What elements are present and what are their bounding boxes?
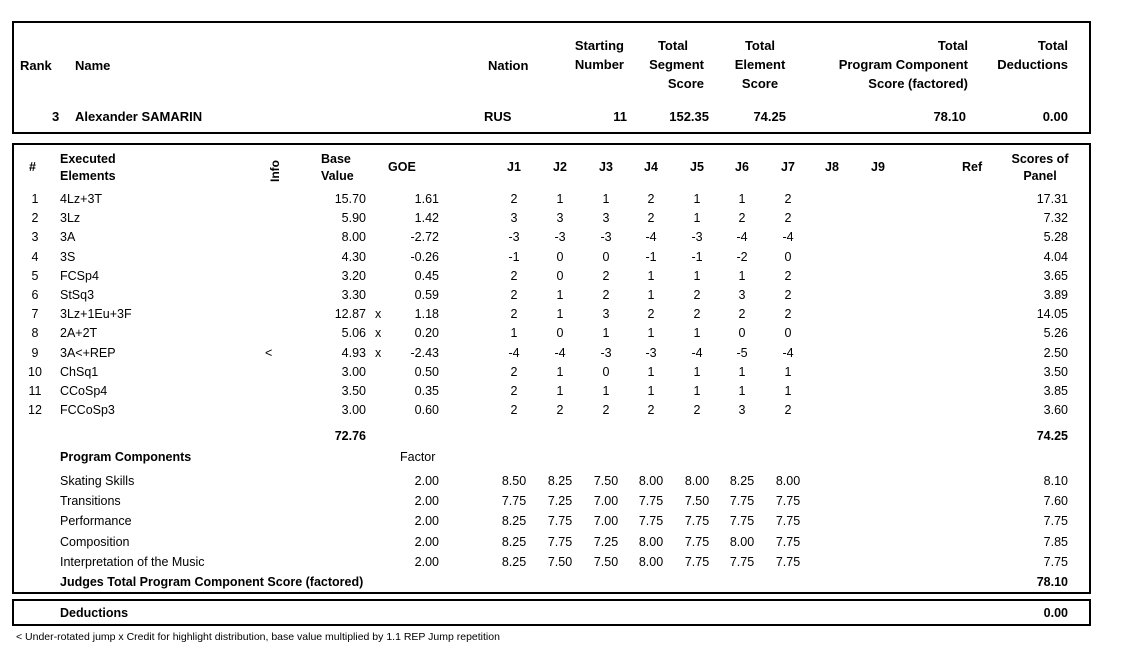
judge-score: 2 xyxy=(784,192,792,206)
base-value-total: 72.76 xyxy=(334,429,366,443)
judge-score: -4 xyxy=(691,346,703,360)
judge-component-score: 8.25 xyxy=(501,514,527,528)
judge-component-score: 7.75 xyxy=(775,555,801,569)
skater-rank: 3 xyxy=(52,109,60,124)
component-factor: 2.00 xyxy=(414,474,439,488)
element-name: 3S xyxy=(60,250,76,264)
name-header: Name xyxy=(75,58,111,73)
row-number: 9 xyxy=(31,346,39,360)
row-number: 2 xyxy=(31,211,39,225)
element-name: 4Lz+3T xyxy=(60,192,103,206)
judge-component-score: 7.75 xyxy=(684,555,710,569)
goe-value: 1.61 xyxy=(414,192,439,206)
judge-header-j4: J4 xyxy=(644,160,658,174)
element-info: < xyxy=(265,346,273,360)
panel-score: 3.50 xyxy=(1043,365,1068,379)
judge-component-score: 7.75 xyxy=(684,514,710,528)
judge-score: 0 xyxy=(602,250,610,264)
rank-header: Rank xyxy=(20,58,52,73)
judge-header-j3: J3 xyxy=(599,160,613,174)
pcs-total-label: Judges Total Program Component Score (factored) xyxy=(60,575,364,589)
judge-score: 1 xyxy=(693,365,701,379)
judge-component-score: 7.75 xyxy=(775,494,801,508)
goe-value: 0.60 xyxy=(414,403,439,417)
judge-score: 1 xyxy=(602,192,610,206)
panel-score: 4.04 xyxy=(1043,250,1068,264)
judge-score: 1 xyxy=(693,192,701,206)
judge-score: -2 xyxy=(736,250,748,264)
judge-score: 2 xyxy=(784,211,792,225)
judge-component-score: 7.75 xyxy=(547,514,573,528)
judge-header-j2: J2 xyxy=(553,160,567,174)
row-number: 5 xyxy=(31,269,39,283)
judge-score: 1 xyxy=(693,384,701,398)
judge-header-j1: J1 xyxy=(507,160,521,174)
base-value: 5.90 xyxy=(341,211,366,225)
judge-score: 2 xyxy=(693,307,701,321)
judge-score: -4 xyxy=(554,346,566,360)
judge-component-score: 8.00 xyxy=(775,474,801,488)
judge-component-score: 7.75 xyxy=(684,535,710,549)
col-panel-header: Scores of Panel xyxy=(1011,152,1069,183)
skater-total-pcs: 78.10 xyxy=(933,109,966,124)
nation-header: Nation xyxy=(488,58,529,73)
judge-score: -3 xyxy=(645,346,657,360)
deductions-box xyxy=(12,599,1091,626)
element-name: 3Lz xyxy=(60,211,81,225)
judge-score: 2 xyxy=(510,288,518,302)
judge-score: 2 xyxy=(784,288,792,302)
judge-component-score: 7.00 xyxy=(593,514,619,528)
judge-score: 0 xyxy=(784,250,792,264)
judge-score: 2 xyxy=(556,403,564,417)
row-number: 4 xyxy=(31,250,39,264)
highlight-bonus-mark: x xyxy=(375,326,382,340)
judge-header-j8: J8 xyxy=(825,160,839,174)
judge-score: 1 xyxy=(556,365,564,379)
component-factor: 2.00 xyxy=(414,555,439,569)
judge-score: -4 xyxy=(736,230,748,244)
judge-score: 0 xyxy=(784,326,792,340)
judge-score: 3 xyxy=(602,307,610,321)
panel-score: 3.85 xyxy=(1043,384,1068,398)
judge-component-score: 8.00 xyxy=(729,535,755,549)
row-number: 7 xyxy=(31,307,39,321)
judge-score: 3 xyxy=(738,403,746,417)
judge-component-score: 7.75 xyxy=(547,535,573,549)
judge-component-score: 7.50 xyxy=(593,474,619,488)
row-number: 8 xyxy=(31,326,39,340)
component-name: Skating Skills xyxy=(60,474,135,488)
judge-component-score: 7.50 xyxy=(547,555,573,569)
row-number: 11 xyxy=(28,384,42,398)
base-value: 4.30 xyxy=(341,250,366,264)
col-goe-header: GOE xyxy=(388,160,416,174)
judge-score: -3 xyxy=(554,230,566,244)
judge-score: -3 xyxy=(600,346,612,360)
component-factor: 2.00 xyxy=(414,514,439,528)
panel-score: 17.31 xyxy=(1036,192,1068,206)
panel-score: 3.89 xyxy=(1043,288,1068,302)
judge-score: 1 xyxy=(602,384,610,398)
goe-value: 0.45 xyxy=(414,269,439,283)
element-name: CCoSp4 xyxy=(60,384,108,398)
judge-component-score: 7.50 xyxy=(593,555,619,569)
component-name: Performance xyxy=(60,514,132,528)
col-info-header: Info xyxy=(268,160,282,182)
judge-score: 1 xyxy=(647,326,655,340)
judge-component-score: 7.75 xyxy=(729,514,755,528)
judge-score: 1 xyxy=(784,384,792,398)
judge-score: -4 xyxy=(508,346,520,360)
component-panel-score: 7.60 xyxy=(1043,494,1068,508)
skater-total-segment-score: 152.35 xyxy=(669,109,709,124)
judge-score: 0 xyxy=(602,365,610,379)
judge-score: 2 xyxy=(647,192,655,206)
judge-score: 2 xyxy=(602,403,610,417)
goe-value: 0.59 xyxy=(414,288,439,302)
judge-score: 0 xyxy=(556,250,564,264)
judge-score: -4 xyxy=(782,346,794,360)
judge-component-score: 8.25 xyxy=(547,474,573,488)
judge-score: 1 xyxy=(693,269,701,283)
panel-score: 5.26 xyxy=(1043,326,1068,340)
program-components-title: Program Components xyxy=(60,450,192,464)
judge-score: 2 xyxy=(784,269,792,283)
element-name: FCCoSp3 xyxy=(60,403,115,417)
row-number: 6 xyxy=(31,288,39,302)
judge-score: 1 xyxy=(556,288,564,302)
goe-value: -2.72 xyxy=(410,230,439,244)
judge-score: 2 xyxy=(647,403,655,417)
panel-score: 3.65 xyxy=(1043,269,1068,283)
judge-score: 0 xyxy=(556,269,564,283)
judge-score: -3 xyxy=(691,230,703,244)
highlight-bonus-mark: x xyxy=(375,307,382,321)
judge-component-score: 8.00 xyxy=(638,535,664,549)
element-name: ChSq1 xyxy=(60,365,99,379)
goe-value: 0.20 xyxy=(414,326,439,340)
judge-component-score: 7.75 xyxy=(729,555,755,569)
judge-score: 0 xyxy=(738,326,746,340)
judge-score: -3 xyxy=(508,230,520,244)
component-panel-score: 7.85 xyxy=(1043,535,1068,549)
judge-score: 1 xyxy=(556,307,564,321)
skater-name: Alexander SAMARIN xyxy=(75,109,203,124)
deductions-label: Deductions xyxy=(60,606,129,620)
legend-note: < Under-rotated jump x Credit for highlight distribution, base value multiplied by 1.1 REP Jump repetition xyxy=(16,631,500,643)
judge-score: 1 xyxy=(738,192,746,206)
component-factor: 2.00 xyxy=(414,535,439,549)
col-executed-header: Executed Elements xyxy=(60,152,116,183)
base-value: 3.20 xyxy=(341,269,366,283)
judge-component-score: 8.25 xyxy=(729,474,755,488)
judge-score: 1 xyxy=(556,192,564,206)
goe-value: 1.18 xyxy=(414,307,439,321)
judge-score: 2 xyxy=(784,403,792,417)
deductions-value: 0.00 xyxy=(1043,606,1068,620)
row-number: 10 xyxy=(28,365,42,379)
panel-score: 14.05 xyxy=(1036,307,1068,321)
judge-score: -4 xyxy=(645,230,657,244)
judge-score: -1 xyxy=(691,250,703,264)
judge-score: 3 xyxy=(602,211,610,225)
skater-total-element-score: 74.25 xyxy=(753,109,786,124)
judge-score: 2 xyxy=(510,192,518,206)
judge-score: 1 xyxy=(784,365,792,379)
judge-score: 1 xyxy=(556,384,564,398)
judge-component-score: 7.00 xyxy=(593,494,619,508)
judge-score: 1 xyxy=(647,365,655,379)
judge-score: 2 xyxy=(510,365,518,379)
row-number: 3 xyxy=(31,230,39,244)
total-pcs-header: Total Program Component Score (factored) xyxy=(838,38,968,91)
base-value: 3.00 xyxy=(341,403,366,417)
judge-component-score: 7.75 xyxy=(729,494,755,508)
judge-score: 2 xyxy=(510,269,518,283)
judge-score: -1 xyxy=(645,250,657,264)
judge-score: 2 xyxy=(738,307,746,321)
component-panel-score: 8.10 xyxy=(1043,474,1068,488)
judge-score: 3 xyxy=(556,211,564,225)
judge-score: 1 xyxy=(510,326,518,340)
panel-score: 5.28 xyxy=(1043,230,1068,244)
judge-component-score: 8.00 xyxy=(638,555,664,569)
judge-score: 1 xyxy=(738,365,746,379)
judge-score: 2 xyxy=(693,403,701,417)
total-segment-header: Total Segment Score xyxy=(649,38,704,91)
judge-component-score: 7.75 xyxy=(501,494,527,508)
base-value: 3.30 xyxy=(341,288,366,302)
row-number: 12 xyxy=(28,403,42,417)
judge-score: 2 xyxy=(647,307,655,321)
col-ref-header: Ref xyxy=(962,160,983,174)
judge-component-score: 7.75 xyxy=(638,494,664,508)
row-number: 1 xyxy=(31,192,39,206)
highlight-bonus-mark: x xyxy=(375,346,382,360)
judge-component-score: 8.25 xyxy=(501,535,527,549)
judge-score: -4 xyxy=(782,230,794,244)
judge-header-j6: J6 xyxy=(735,160,749,174)
judge-header-j9: J9 xyxy=(871,160,885,174)
goe-value: 0.35 xyxy=(414,384,439,398)
judge-header-j5: J5 xyxy=(690,160,704,174)
pcs-total-value: 78.10 xyxy=(1036,575,1068,589)
judge-score: 2 xyxy=(647,211,655,225)
judge-score: 2 xyxy=(602,269,610,283)
judge-score: 2 xyxy=(510,403,518,417)
goe-value: 1.42 xyxy=(414,211,439,225)
skater-nation: RUS xyxy=(484,109,512,124)
goe-value: -0.26 xyxy=(410,250,439,264)
judge-score: 1 xyxy=(602,326,610,340)
judge-header-j7: J7 xyxy=(781,160,795,174)
judge-score: 2 xyxy=(510,307,518,321)
judge-score: 3 xyxy=(738,288,746,302)
judge-score: 2 xyxy=(738,211,746,225)
judge-score: 1 xyxy=(738,269,746,283)
judge-score: 2 xyxy=(784,307,792,321)
judge-score: 3 xyxy=(510,211,518,225)
judge-component-score: 7.25 xyxy=(547,494,573,508)
judge-component-score: 8.00 xyxy=(638,474,664,488)
judge-component-score: 8.25 xyxy=(501,555,527,569)
judge-score: -3 xyxy=(600,230,612,244)
base-value: 4.93 xyxy=(341,346,366,360)
judge-score: 2 xyxy=(510,384,518,398)
base-value: 8.00 xyxy=(341,230,366,244)
judge-score: 1 xyxy=(647,288,655,302)
element-name: 2A+2T xyxy=(60,326,98,340)
panel-element-total: 74.25 xyxy=(1036,429,1068,443)
component-panel-score: 7.75 xyxy=(1043,514,1068,528)
skater-total-deductions: 0.00 xyxy=(1042,109,1068,124)
total-element-header: Total Element Score xyxy=(734,38,786,91)
judge-score: 1 xyxy=(647,384,655,398)
judge-component-score: 7.25 xyxy=(593,535,619,549)
component-name: Transitions xyxy=(60,494,121,508)
judge-score: -1 xyxy=(508,250,520,264)
base-value: 3.00 xyxy=(341,365,366,379)
base-value: 3.50 xyxy=(341,384,366,398)
panel-score: 3.60 xyxy=(1043,403,1068,417)
element-name: 3Lz+1Eu+3F xyxy=(60,307,132,321)
judge-component-score: 7.50 xyxy=(684,494,710,508)
panel-score: 2.50 xyxy=(1043,346,1068,360)
judge-score: 1 xyxy=(693,326,701,340)
panel-score: 7.32 xyxy=(1043,211,1068,225)
starting-number-header: Starting Number xyxy=(574,38,624,72)
judge-score: 2 xyxy=(602,288,610,302)
element-name: StSq3 xyxy=(60,288,95,302)
component-factor: 2.00 xyxy=(414,494,439,508)
judge-component-score: 8.50 xyxy=(501,474,527,488)
base-value: 5.06 xyxy=(341,326,366,340)
judge-score: 1 xyxy=(693,211,701,225)
component-panel-score: 7.75 xyxy=(1043,555,1068,569)
judge-score: -5 xyxy=(736,346,748,360)
goe-value: -2.43 xyxy=(410,346,439,360)
judge-score: 1 xyxy=(738,384,746,398)
judge-component-score: 8.00 xyxy=(684,474,710,488)
judge-score: 1 xyxy=(647,269,655,283)
element-name: FCSp4 xyxy=(60,269,99,283)
skater-starting-number: 11 xyxy=(613,109,627,124)
element-name: 3A<+REP xyxy=(60,346,116,360)
base-value: 12.87 xyxy=(334,307,366,321)
total-deductions-header: Total Deductions xyxy=(997,38,1068,72)
judge-score: 0 xyxy=(556,326,564,340)
judge-component-score: 7.75 xyxy=(638,514,664,528)
goe-value: 0.50 xyxy=(414,365,439,379)
component-name: Composition xyxy=(60,535,130,549)
judge-score: 2 xyxy=(693,288,701,302)
col-hash-header: # xyxy=(29,160,36,174)
component-name: Interpretation of the Music xyxy=(60,555,205,569)
element-name: 3A xyxy=(60,230,76,244)
col-base-header: Base Value xyxy=(321,152,354,183)
factor-header: Factor xyxy=(400,450,436,464)
judge-component-score: 7.75 xyxy=(775,514,801,528)
base-value: 15.70 xyxy=(334,192,366,206)
judge-component-score: 7.75 xyxy=(775,535,801,549)
